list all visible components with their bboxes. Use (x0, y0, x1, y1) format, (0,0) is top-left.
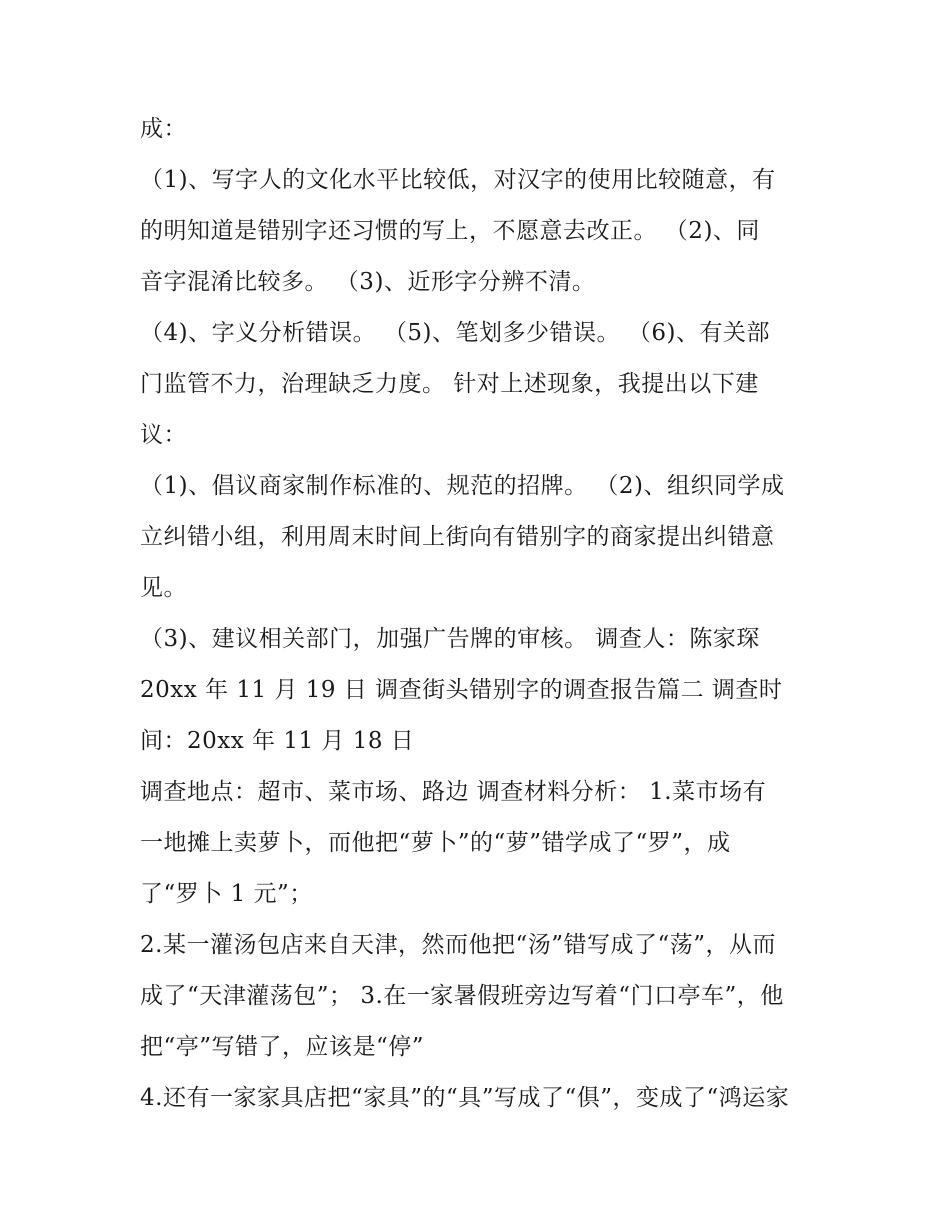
text-line: 议： (140, 422, 187, 448)
text-line: 成了“天津灌荡包”； 3.在一家暑假班旁边写着“门口亭车”，他 (140, 983, 784, 1009)
text-line: （1)、写字人的文化水平比较低，对汉字的使用比较随意，有 (140, 167, 776, 193)
text-line: 2.某一灌汤包店来自天津，然而他把“汤”错写成了“荡”，从而 (140, 932, 776, 958)
text-line: 间：20xx 年 11 月 18 日 (140, 728, 415, 754)
text-line: 立纠错小组，利用周末时间上街向有错别字的商家提出纠错意 (140, 524, 775, 550)
text-line: 4.还有一家家具店把“家具”的“具”写成了“俱”，变成了“鸿运家 (140, 1085, 790, 1111)
text-line: 见。 (140, 575, 187, 601)
text-line: 把“亭”写错了，应该是“停” (140, 1034, 425, 1060)
text-line: 成： (140, 116, 187, 142)
text-line: 的明知道是错别字还习惯的写上，不愿意去改正。 （2)、同 (140, 218, 760, 244)
text-line: 门监管不力，治理缺乏力度。 针对上述现象，我提出以下建 (140, 371, 759, 397)
text-line: （4)、字义分析错误。 （5)、笔划多少错误。 （6)、有关部 (140, 320, 770, 346)
text-line: 了“罗卜 1 元”； (140, 881, 313, 907)
text-line: （1)、倡议商家制作标准的、规范的招牌。 （2)、组织同学成 (140, 473, 785, 499)
document-body (140, 104, 820, 1124)
text-line: 音字混淆比较多。 （3)、近形字分辨不清。 (140, 269, 596, 295)
text-line: 调查地点：超市、菜市场、路边 调查材料分析： 1.菜市场有 (140, 779, 767, 805)
text-line: 一地摊上卖萝卜，而他把“萝卜”的“萝”错学成了“罗”，成 (140, 830, 731, 856)
text-line: 20xx 年 11 月 19 日 调查街头错别字的调查报告篇二 调查时 (140, 677, 783, 703)
text-line: （3)、建议相关部门，加强广告牌的审核。 调查人：陈家琛 (140, 626, 760, 652)
